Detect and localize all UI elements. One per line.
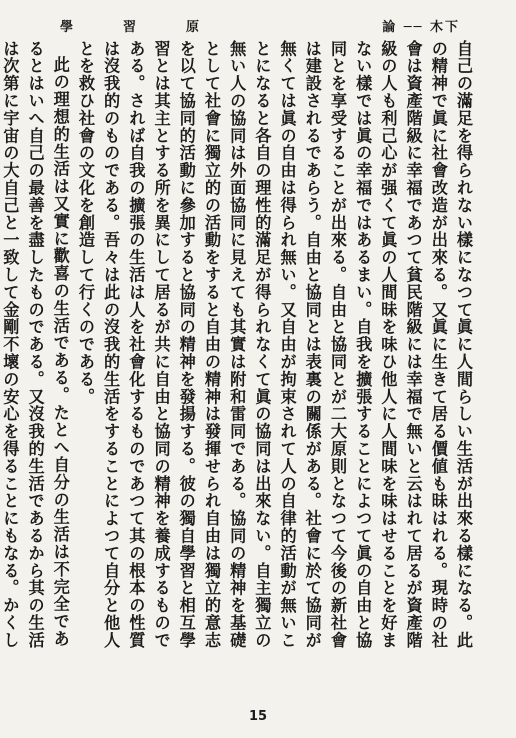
running-header — [60, 14, 460, 36]
header-char-3: 原 — [186, 19, 202, 35]
paragraph-2: 此の理想的生活は又實に歡喜の生活である。たとへ自分の生活は不完全であるとはいへ自己の最善を盡したものである。又沒我的生活であるから其の生活は次第に宇宙の大自己と一致して金剛不壞の安心を得ることにもなる。かくし — [0, 40, 70, 649]
header-char-2: 習 — [123, 19, 139, 35]
header-right-label: 論 ── 木下 — [382, 19, 460, 35]
page-number: 15 — [248, 709, 268, 724]
header-title-group — [60, 16, 201, 35]
paragraph-1: 自己の滿足を得られない樣になつて眞に人間らしい生活が出來る樣になる。此の精神で眞に社會改造が出來る。又眞に生きて居る價値も昧はれる。現時の社會は資產階級に幸福であつて貧民階級には幸福で無いと云はれて居るが資產階級の人も利己心が强くて眞の人間昧を味ひ他人に人間味を味はせることを好まない樣では眞の幸福ではあるまい。自我を擴張することによつて眞の自由と協同とを享受することが出來る。自由と協同とが二大原則となつて今後の新社會は建設されるであらう。自由と協同とは表裏の關係がある。社會に於て協同が無くては眞の自由は得られ無い。又自由が拘束されて人の自律的活動が無いことになると各自の理性的滿足が得られなくて眞の協同は出來ない。自主獨立の無い人の協同は外面協同に見えても其實は附和雷同である。協同の精神を基礎として社會に獨立的の活動をすると自由の精神は發揮せられ自由は獨立的意志を以て協同的活動に參加すると協同の精神を發揚する。彼の獨自學習と相互學習とは其主とする所を異にして居るが共に自由と協同の精神を養成するものである。されば自我の擴張の生活は人を社會化するものであつて其の根本の性質は沒我的のものである。吾々は此の沒我的生活をすることによつて自分と他人とを救ひ社會の文化を創造して行くのである。 — [75, 40, 473, 649]
body-text — [0, 40, 476, 660]
header-char-1: 學 — [60, 19, 76, 35]
